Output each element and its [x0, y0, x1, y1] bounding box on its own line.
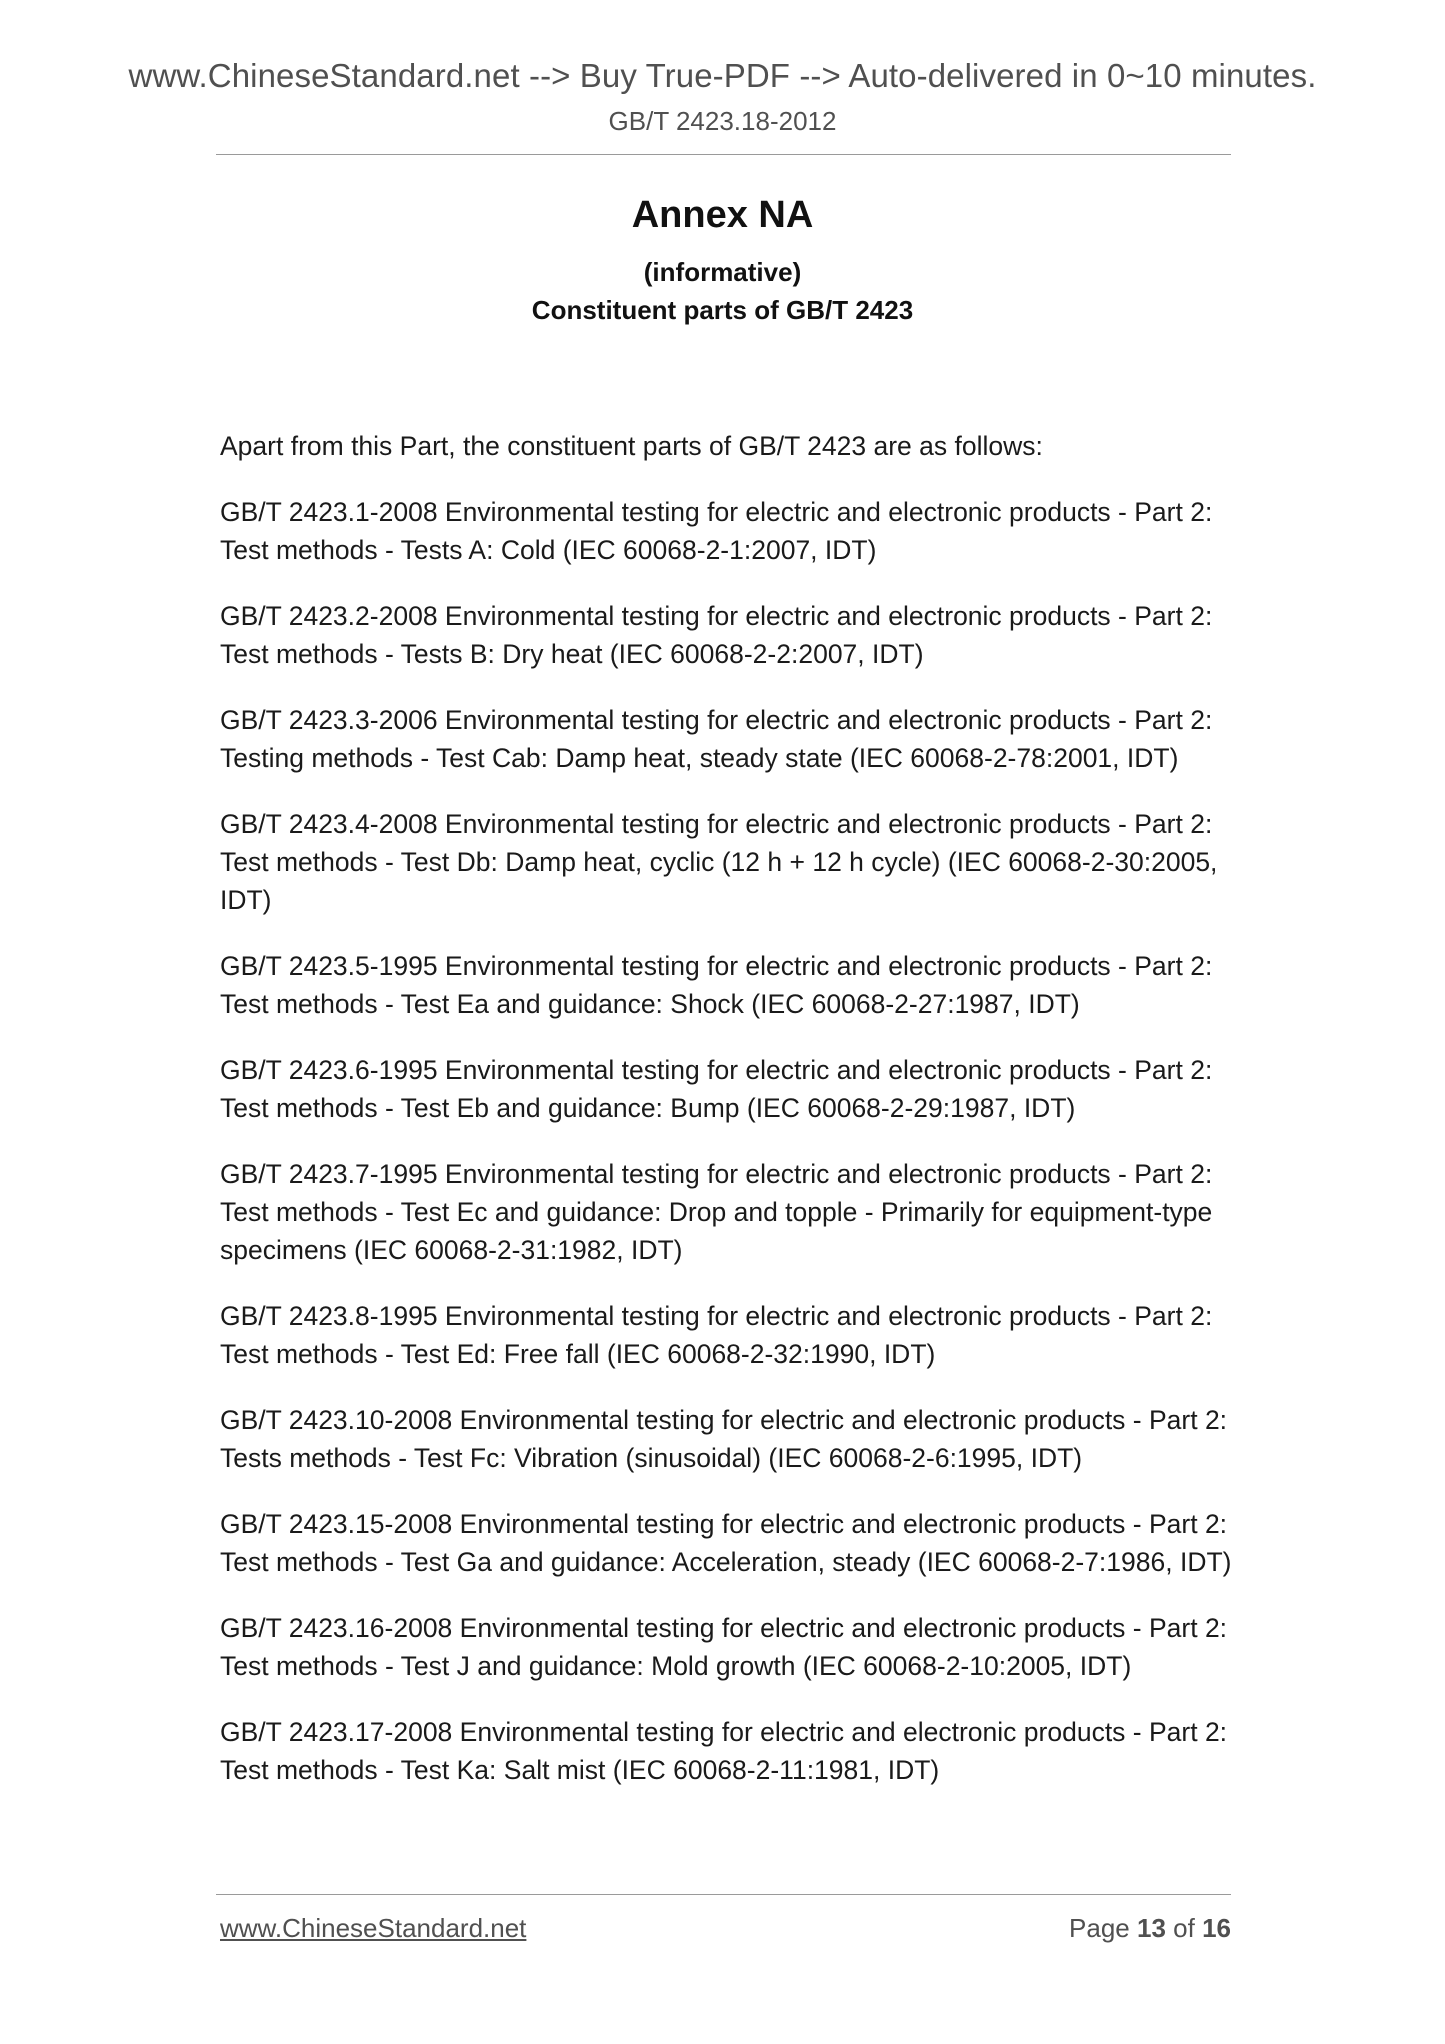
part-entry-2423-15: GB/T 2423.15-2008 Environmental testing for electric and electronic products - Part 2: Test methods - Test Ga and guidance: Acceleration, steady (IEC 60068-2-7:1986, IDT)	[220, 1509, 1232, 1577]
annex-body	[220, 427, 1240, 1817]
intro-paragraph: Apart from this Part, the constituent parts of GB/T 2423 are as follows:	[220, 431, 1043, 461]
page-of-label: of	[1173, 1913, 1195, 1943]
part-entry-2423-6: GB/T 2423.6-1995 Environmental testing for electric and electronic products - Part 2: Test methods - Test Eb and guidance: Bump (IEC 60068-2-29:1987, IDT)	[220, 1055, 1213, 1123]
page-number	[1069, 1912, 1231, 1944]
current-page-number: 13	[1137, 1913, 1166, 1943]
part-entry-2423-10: GB/T 2423.10-2008 Environmental testing for electric and electronic products - Part 2: Tests methods - Test Fc: Vibration (sinusoidal) (IEC 60068-2-6:1995, IDT)	[220, 1405, 1228, 1473]
part-entry-2423-5: GB/T 2423.5-1995 Environmental testing for electric and electronic products - Part 2: Test methods - Test Ea and guidance: Shock (IEC 60068-2-27:1987, IDT)	[220, 951, 1213, 1019]
annex-title: Annex NA	[631, 194, 814, 236]
annex-informative-label: (informative)	[643, 257, 802, 287]
part-entry-2423-4: GB/T 2423.4-2008 Environmental testing for electric and electronic products - Part 2: Test methods - Test Db: Damp heat, cyclic (12 h + 12 h cycle) (IEC 60068-2-30:2005, IDT)	[220, 809, 1218, 915]
part-entry-2423-7: GB/T 2423.7-1995 Environmental testing for electric and electronic products - Part 2: Test methods - Test Ec and guidance: Drop and topple - Primarily for equipment-type specimens (IEC 60068-2-31:1982, IDT)	[220, 1159, 1213, 1265]
part-entry-2423-17: GB/T 2423.17-2008 Environmental testing for electric and electronic products - Part 2: Test methods - Test Ka: Salt mist (IEC 60068-2-11:1981, IDT)	[220, 1717, 1228, 1785]
header-banner: www.ChineseStandard.net --> Buy True-PDF --> Auto-delivered in 0~10 minutes.	[128, 57, 1317, 94]
header-divider	[216, 154, 1231, 155]
header-standard-number: GB/T 2423.18-2012	[608, 106, 837, 136]
part-entry-2423-1: GB/T 2423.1-2008 Environmental testing for electric and electronic products - Part 2: Test methods - Tests A: Cold (IEC 60068-2-1:2007, IDT)	[220, 497, 1213, 565]
part-entry-2423-2: GB/T 2423.2-2008 Environmental testing for electric and electronic products - Part 2: Test methods - Tests B: Dry heat (IEC 60068-2-2:2007, IDT)	[220, 601, 1213, 669]
page-prefix-label: Page	[1069, 1913, 1130, 1943]
part-entry-2423-16: GB/T 2423.16-2008 Environmental testing for electric and electronic products - Part 2: Test methods - Test J and guidance: Mold growth (IEC 60068-2-10:2005, IDT)	[220, 1613, 1228, 1681]
footer-divider	[216, 1894, 1231, 1895]
part-entry-2423-8: GB/T 2423.8-1995 Environmental testing for electric and electronic products - Part 2: Test methods - Test Ed: Free fall (IEC 60068-2-32:1990, IDT)	[220, 1301, 1213, 1369]
footer-website-link[interactable]: www.ChineseStandard.net	[220, 1913, 527, 1943]
annex-subtitle: Constituent parts of GB/T 2423	[531, 295, 914, 325]
part-entry-2423-3: GB/T 2423.3-2006 Environmental testing for electric and electronic products - Part 2: Testing methods - Test Cab: Damp heat, steady state (IEC 60068-2-78:2001, IDT)	[220, 705, 1213, 773]
total-page-count: 16	[1202, 1913, 1231, 1943]
